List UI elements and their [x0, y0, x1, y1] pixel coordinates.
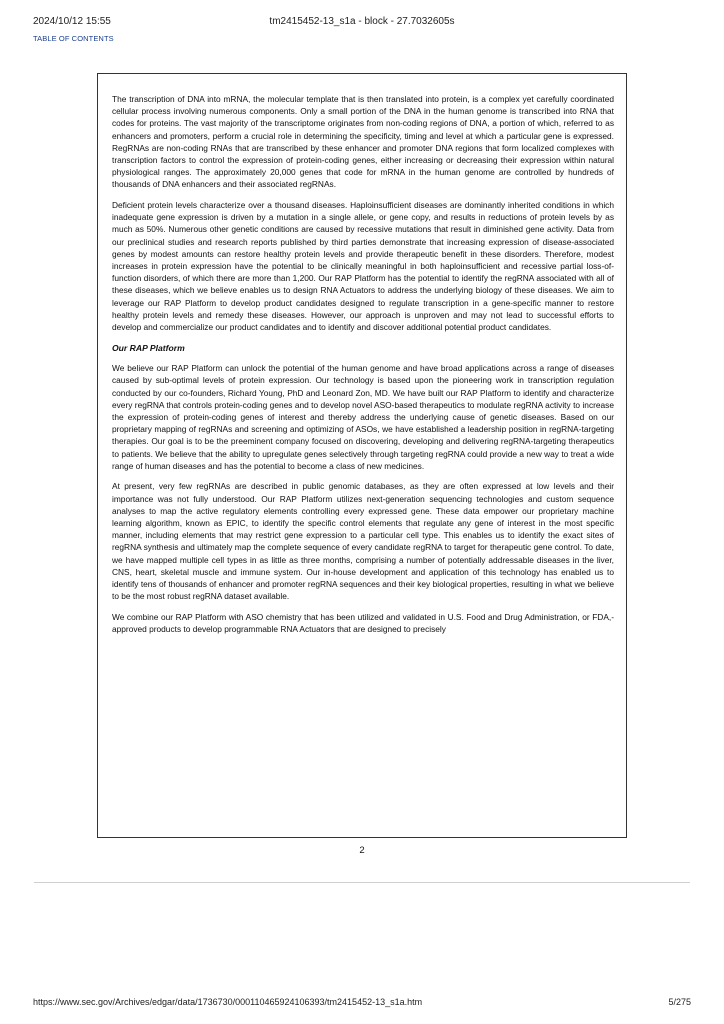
table-of-contents-link[interactable]: TABLE OF CONTENTS [33, 34, 114, 43]
page-separator [34, 882, 690, 883]
body-paragraph: At present, very few regRNAs are described in public genomic databases, as they are often expressed at low levels and their importance was not fully understood. Our RAP Platform utilizes next-generation sequencing technologies and custom sequence analyses to map the active regulatory elements controlling every expressed gene. These data empower our proprietary machine learning algorithm, known as EPIC, to identify the specific control elements that regulate any gene of interest in the most specific manner, including elements that may restrict gene expression to a particular cell type. This enables us to identify the exact sites of regRNA synthesis and ultimately map the complete sequence of every candidate regRNA to target for therapeutic gene control. To date, we have mapped multiple cell types in as little as three months, comprising a number of potentially addressable diseases in the liver, CNS, heart, skeletal muscle and immune system. Our in-house development and application of this technology has enabled us to identify tens of thousands of enhancer and promoter regRNA sequences and their key biological properties, resulting in what we believe to be the most robust regRNA dataset available. [112, 481, 614, 602]
print-datetime: 2024/10/12 15:55 [33, 16, 111, 27]
body-paragraph: The transcription of DNA into mRNA, the molecular template that is then translated into protein, is a complex yet carefully coordinated cellular process involving numerous components. Only a small portion of the DNA in the human genome is transcribed into RNA that codes for proteins. The vast majority of the transcriptome originates from non-coding regions of DNA, a portion of which, referred to as enhancers and promoters, perform a crucial role in determining the specificity, timing and level at which a particular gene is expressed. RegRNAs are non-coding RNAs that are transcribed by these enhancer and promoter DNA regions that form localized complexes with transcription factors to control the expression of protein-coding genes, either increasing or decreasing their expression within natural physiological ranges. The approximately 20,000 genes that code for mRNA in the human genome are controlled by hundreds of thousands of DNA enhancers and their associated regRNAs. [112, 94, 614, 190]
print-url: https://www.sec.gov/Archives/edgar/data/1736730/000110465924106393/tm2415452-13_s1a.htm [33, 997, 423, 1007]
print-document-title: tm2415452-13_s1a - block - 27.7032605s [269, 16, 455, 27]
body-paragraph: We combine our RAP Platform with ASO chemistry that has been utilized and validated in U.S. Food and Drug Administration, or FDA,-approved products to develop programmable RNA Actuators that are designed to precisely [112, 611, 614, 635]
section-heading: Our RAP Platform [112, 342, 185, 353]
page-number: 2 [359, 845, 365, 856]
body-paragraph: We believe our RAP Platform can unlock the potential of the human genome and have broad applications across a range of diseases caused by sub-optimal levels of protein expression. Our technology is based upon the pioneering work in transcription regulation conducted by our co-founders, Richard Young, PhD and Leonard Zon, MD. We have built our RAP Platform to identify and characterize every regRNA that controls protein-coding genes and to develop novel ASO-based therapeutics to modulate regRNA activity to increase the expression of protein-coding genes of interest and thereby address the underlying cause of genetic diseases. Based on our proprietary mapping of regRNAs and screening and optimizing of ASOs, we have established a leadership position in regRNA-targeting therapies. Our goal is to be the preeminent company focused on discovering, developing and delivering regRNA-targeting therapeutics to patients. We believe that the ability to upregulate genes selectively through targeting regRNA could provide a new way to treat a wide range of human diseases and has the potential to become a class of new medicines. [112, 363, 614, 471]
body-paragraph: Deficient protein levels characterize over a thousand diseases. Haploinsufficient diseases are dominantly inherited conditions in which inadequate gene expression is driven by a mutation in a single allele, or gene copy, and results in reductions of protein levels by as much as 50%. Numerous other genetic conditions are caused by recessive mutations that result in diminished gene activity. Data from our preclinical studies and research reports published by third parties demonstrate that increasing expression of disease-associated genes by modest amounts can restore healthy protein levels and provide therapeutic benefit in these disorders. Therefore, modest increases in protein expression have the potential to be clinically meaningful in both haploinsufficient and recessive partial loss-of-function disorders, of which there are more than 1,200. Our RAP Platform has the potential to identify the regRNA associated with all of these diseases, which we believe enables us to design RNA Actuators to address the underlying biology of these diseases. We aim to leverage our RAP Platform to develop product candidates designed to regulate transcription in a gene-specific manner to restore healthy protein levels and remedy these diseases. However, our approach is unproven and may not lead to successful efforts to develop and commercialize our product candidates and to identify and discover additional potential product candidates. [112, 200, 614, 333]
print-page-counter: 5/275 [668, 997, 691, 1007]
document-body [112, 93, 614, 644]
